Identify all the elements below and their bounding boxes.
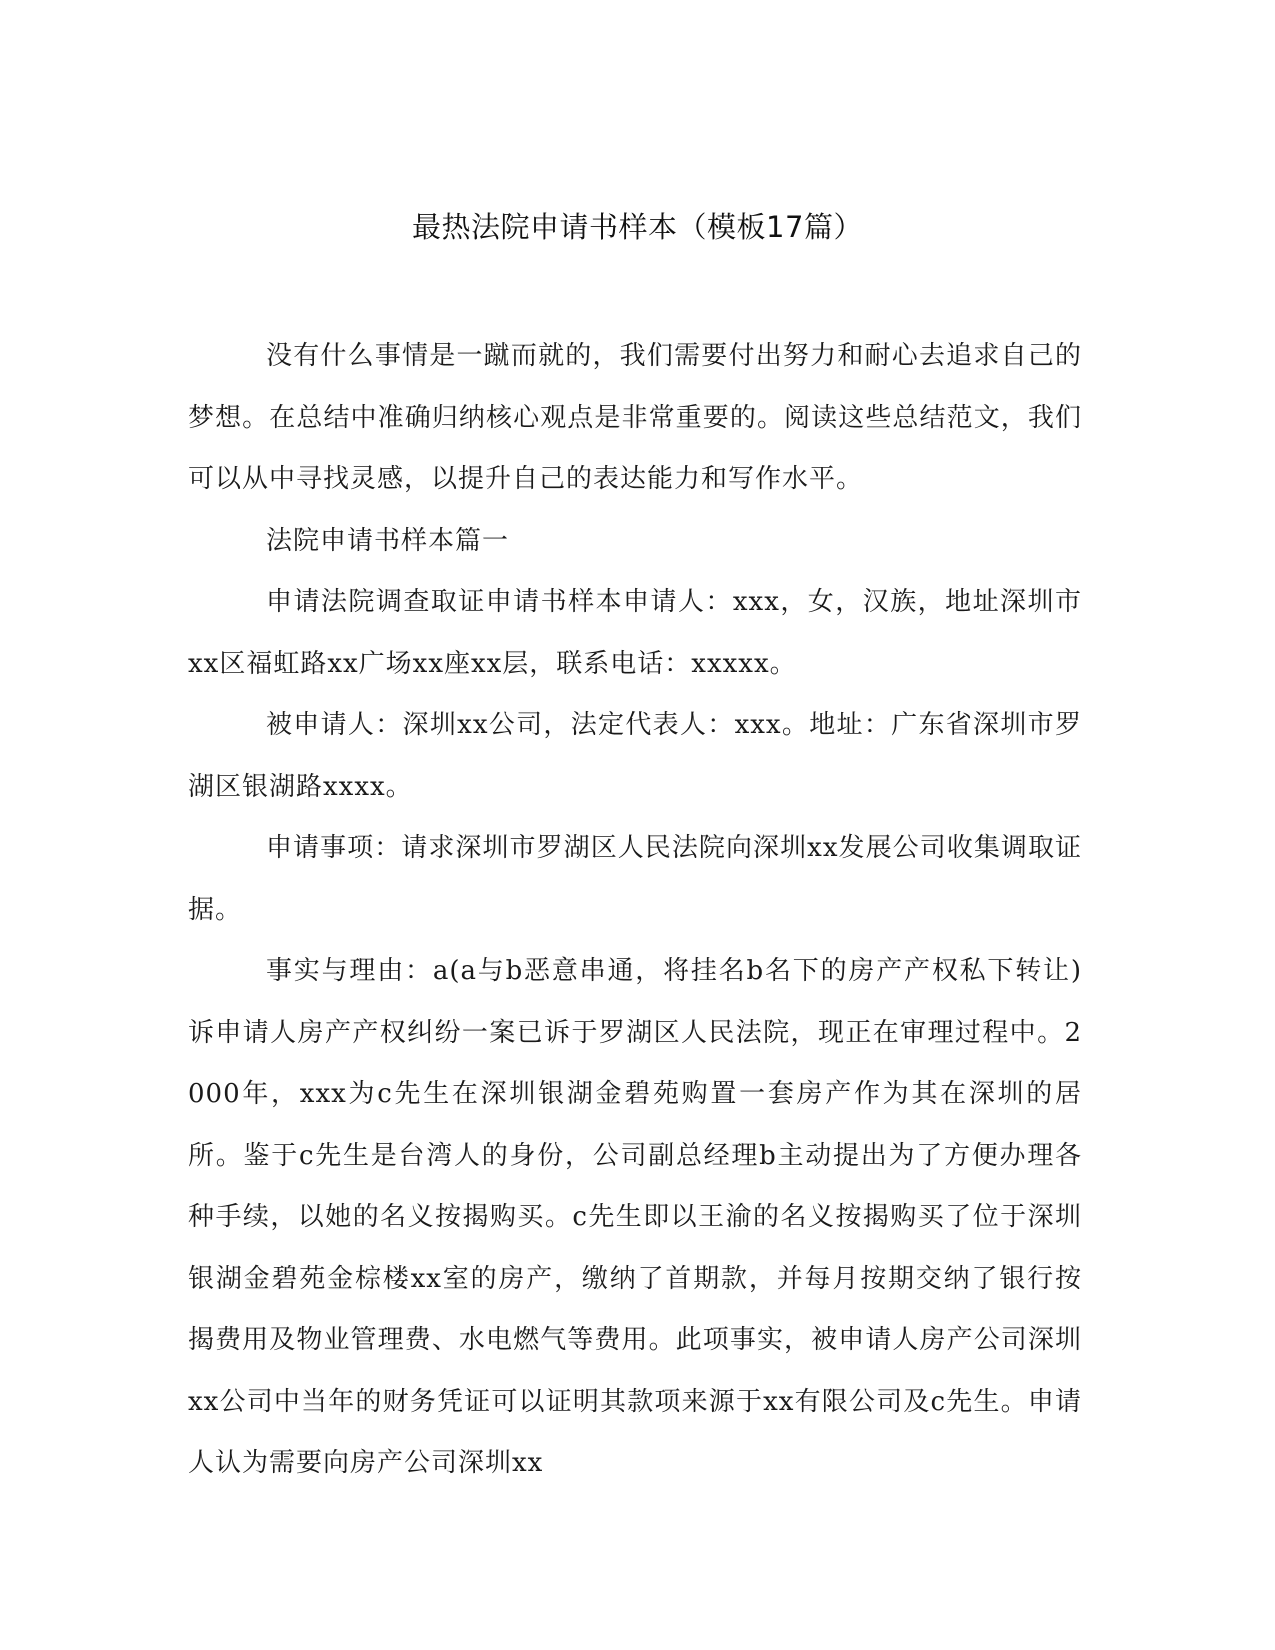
applicant-paragraph: 申请法院调查取证申请书样本申请人：xxx，女，汉族，地址深圳市xx区福虹路xx广场xx座xx层，联系电话：xxxxx。 bbox=[188, 587, 1082, 679]
document-body bbox=[188, 326, 1082, 1495]
section-heading: 法院申请书样本篇一 bbox=[266, 525, 510, 556]
request-paragraph: 申请事项：请求深圳市罗湖区人民法院向深圳xx发展公司收集调取证据。 bbox=[188, 833, 1082, 925]
respondent-paragraph: 被申请人：深圳xx公司，法定代表人：xxx。地址：广东省深圳市罗湖区银湖路xxxx。 bbox=[188, 710, 1082, 802]
document-title: 最热法院申请书样本（模板17篇） bbox=[412, 210, 863, 244]
facts-paragraph: 事实与理由：a(a与b恶意串通，将挂名b名下的房产产权私下转让)诉申请人房产产权纠纷一案已诉于罗湖区人民法院，现正在审理过程中。2000年，xxx为c先生在深圳银湖金碧苑购置一套房产作为其在深圳的居所。鉴于c先生是台湾人的身份，公司副总经理b主动提出为了方便办理各种手续，以她的名义按揭购买。c先生即以王渝的名义按揭购买了位于深圳银湖金碧苑金棕楼xx室的房产，缴纳了首期款，并每月按期交纳了银行按揭费用及物业管理费、水电燃气等费用。此项事实，被申请人房产公司深圳xx公司中当年的财务凭证可以证明其款项来源于xx有限公司及c先生。申请人认为需要向房产公司深圳xx bbox=[188, 956, 1082, 1478]
intro-paragraph: 没有什么事情是一蹴而就的，我们需要付出努力和耐心去追求自己的梦想。在总结中准确归纳核心观点是非常重要的。阅读这些总结范文，我们可以从中寻找灵感，以提升自己的表达能力和写作水平。 bbox=[188, 341, 1082, 494]
